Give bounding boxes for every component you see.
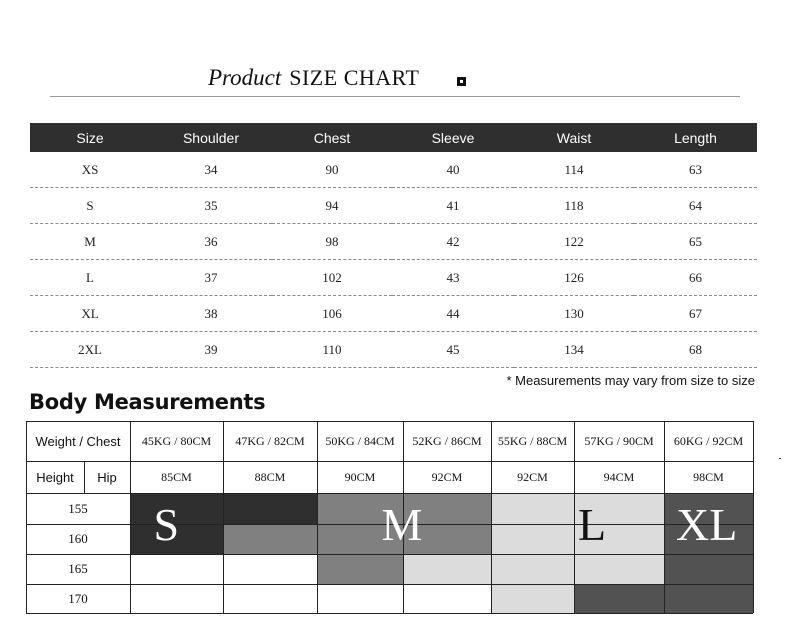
table-cell: 2XL xyxy=(30,332,150,368)
header-shoulder: Shoulder xyxy=(150,123,272,152)
table-cell: 41 xyxy=(392,188,514,224)
size-table xyxy=(30,123,757,368)
table-cell: 44 xyxy=(392,296,514,332)
table-cell: 130 xyxy=(514,296,634,332)
table-row xyxy=(30,296,757,332)
weight-chest-header: 55KG / 88CM xyxy=(497,433,568,448)
hip-header: 98CM xyxy=(693,469,724,484)
size-label-l: L xyxy=(578,499,607,550)
table-cell: 66 xyxy=(634,260,757,296)
table-cell: 126 xyxy=(514,260,634,296)
table-row xyxy=(30,260,757,296)
table-cell: 45 xyxy=(392,332,514,368)
table-cell: 38 xyxy=(150,296,272,332)
header-waist: Waist xyxy=(514,123,634,152)
table-cell: 98 xyxy=(272,224,392,260)
hip-header: 94CM xyxy=(603,469,635,484)
table-cell: XL xyxy=(30,296,150,332)
weight-chest-header: 47KG / 82CM xyxy=(235,433,305,448)
title-divider xyxy=(50,96,740,97)
size-label-s: S xyxy=(153,499,180,550)
table-cell: XS xyxy=(30,152,150,188)
table-cell: 37 xyxy=(150,260,272,296)
size-table-header xyxy=(30,123,757,152)
stray-dot xyxy=(779,458,781,459)
table-cell: 42 xyxy=(392,224,514,260)
table-row xyxy=(30,152,757,188)
height-label: Height xyxy=(36,469,74,485)
table-cell: 114 xyxy=(514,152,634,188)
height-value: 155 xyxy=(68,500,88,516)
table-cell: 36 xyxy=(150,224,272,260)
table-cell: 110 xyxy=(272,332,392,368)
header-length: Length xyxy=(634,123,757,152)
table-row xyxy=(30,188,757,224)
header-chest: Chest xyxy=(272,123,392,152)
size-label-m: M xyxy=(381,499,423,550)
table-cell: 118 xyxy=(514,188,634,224)
table-cell: 102 xyxy=(272,260,392,296)
weight-chest-label: Weight / Chest xyxy=(35,433,121,449)
measurement-note: * Measurements may vary from size to size xyxy=(506,373,755,388)
table-cell: 67 xyxy=(634,296,757,332)
hip-header: 92CM xyxy=(431,469,463,484)
table-cell: 65 xyxy=(634,224,757,260)
height-value: 160 xyxy=(68,531,88,546)
body-measurements-title: Body Measurements xyxy=(29,390,266,414)
table-cell: 43 xyxy=(392,260,514,296)
table-cell: 134 xyxy=(514,332,634,368)
weight-chest-header: 57KG / 90CM xyxy=(584,433,654,448)
height-value: 165 xyxy=(68,561,88,576)
hip-header: 92CM xyxy=(517,469,548,484)
table-cell: 35 xyxy=(150,188,272,224)
size-label-xl: XL xyxy=(676,499,738,550)
height-value: 170 xyxy=(68,590,88,606)
table-cell: 106 xyxy=(272,296,392,332)
weight-chest-header: 50KG / 84CM xyxy=(325,433,395,448)
hip-header: 90CM xyxy=(344,469,376,484)
hip-label: Hip xyxy=(97,469,117,485)
table-cell: S xyxy=(30,188,150,224)
table-cell: 90 xyxy=(272,152,392,188)
chart-title-block xyxy=(50,60,740,98)
hip-header: 88CM xyxy=(254,469,286,484)
table-cell: L xyxy=(30,260,150,296)
weight-chest-header: 60KG / 92CM xyxy=(673,433,744,448)
table-cell: 68 xyxy=(634,332,757,368)
table-row xyxy=(30,224,757,260)
header-size: Size xyxy=(30,123,150,152)
table-row xyxy=(30,332,757,368)
square-bullet-icon xyxy=(457,77,466,86)
body-measurements-grid xyxy=(26,421,753,613)
table-cell: 34 xyxy=(150,152,272,188)
header-sleeve: Sleeve xyxy=(392,123,514,152)
table-cell: M xyxy=(30,224,150,260)
table-cell: 64 xyxy=(634,188,757,224)
title-italic: Product xyxy=(208,65,282,90)
table-cell: 122 xyxy=(514,224,634,260)
table-cell: 39 xyxy=(150,332,272,368)
title-main: SIZE CHART xyxy=(289,65,420,90)
page-title xyxy=(208,65,419,91)
weight-chest-header: 52KG / 86CM xyxy=(412,433,482,448)
table-cell: 40 xyxy=(392,152,514,188)
hip-header: 85CM xyxy=(161,469,192,484)
table-cell: 94 xyxy=(272,188,392,224)
weight-chest-header: 45KG / 80CM xyxy=(141,433,212,448)
table-cell: 63 xyxy=(634,152,757,188)
